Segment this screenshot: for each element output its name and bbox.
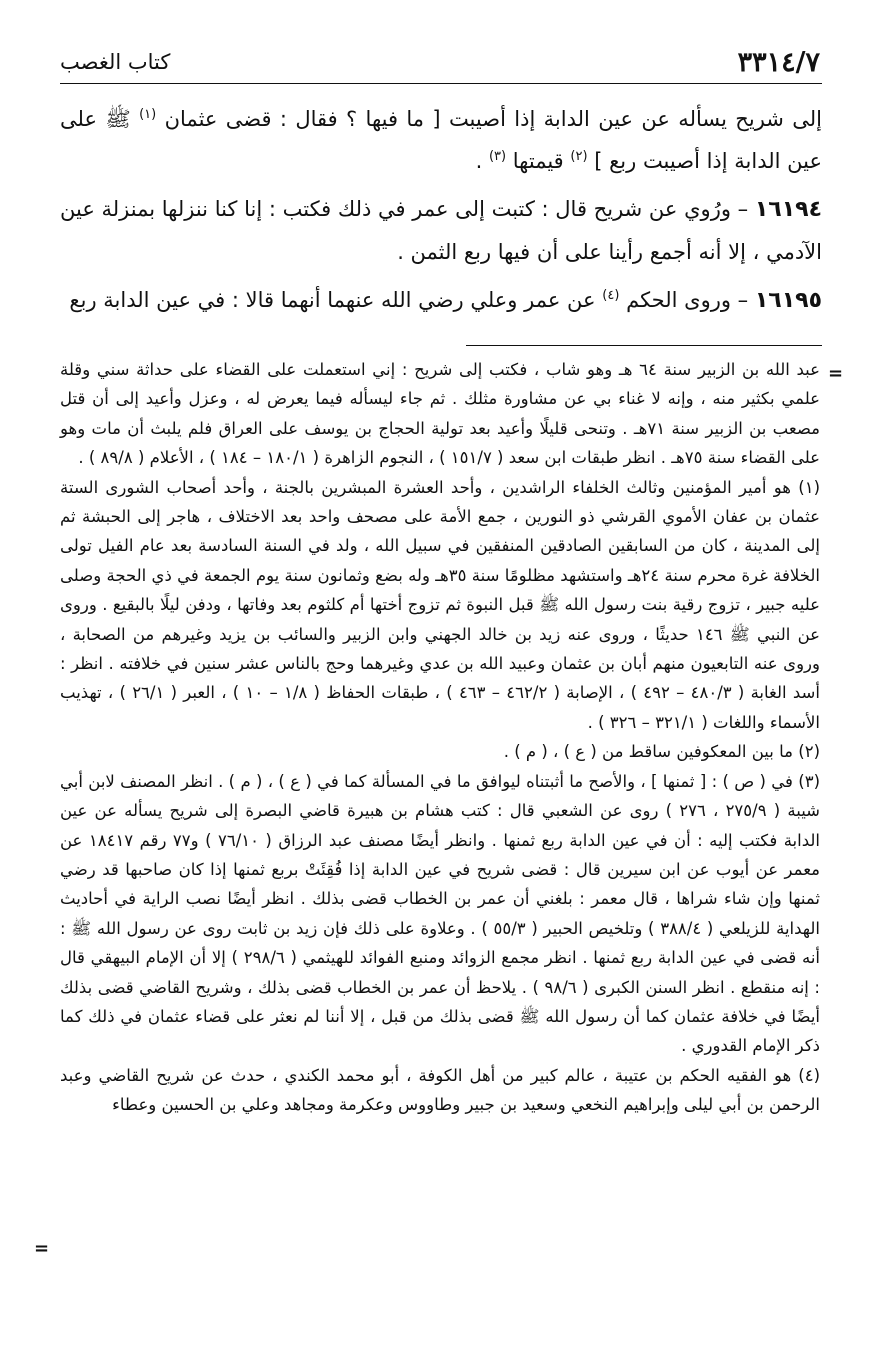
header-rule	[60, 83, 822, 84]
main-text	[60, 98, 822, 328]
footnote-separator	[466, 345, 822, 346]
footnote-continued: عبد الله بن الزبير سنة ٦٤ هـ وهو شاب ، فكتب إلى شريح : إني استعملت على القضاء على حداثة سني وقلة علمي بكثير منه ، وإنه لا غناء بي عن مشاورة مثلك . ثم جاء ليسأله فيما يعرض له ، وعزل وأعيد إلى أن قتل مصعب بن الزبير سنة ٧١هـ . وتنحى قليلًا وأعيد بعد تولية الحجاج بن يوسف على العراق فلم يلبث أن مات وهو على القضاء سنة ٧٥هـ . انظر طبقات ابن سعد ( ١٥١/٧ ) ، النجوم الزاهرة ( ١٨٠/١ – ١٨٤ ) ، الأعلام ( ٨٩/٨ ) .	[60, 360, 820, 468]
hadith-number: ١٦١٩٤	[754, 197, 822, 222]
paragraph-16194: ١٦١٩٤ – ورُوي عن شريح قال : كتبت إلى عمر في ذلك فكتب : إنا كنا ننزلها بمنزلة عين الآدمي ، إلا أنه أجمع رأينا على أن فيها ربع الثمن .	[60, 197, 822, 264]
footnote-ref-1: (١)	[139, 107, 157, 122]
footnote-ref-3: (٣)	[488, 149, 507, 164]
paragraph-intro: إلى شريح يسأله عن عين الدابة إذا أصيبت [ ما فيها ؟ فقال : قضى عثمان $^{(١)}$ ﷺ على عين الدابة إذا أصيبت ربع ] $^{(٢)}$ قيمتها $^{(٣)}$ .	[60, 107, 822, 173]
hadith-number: ١٦١٩٥	[754, 288, 822, 313]
footnote-ref-2: (٢)	[570, 149, 588, 164]
page-number: ٣٣١٤/٧	[737, 46, 820, 78]
footnote-3: (٣) في ( ص ) : [ ثمنها ] ، والأصح ما أثبتناه ليوافق ما في المسألة كما في ( ع ) ، ( م ) . انظر المصنف لابن أبي شيبة ( ٢٧٥/٩ ، ٢٧٦ ) روى عن الشعبي قال : كتب هشام بن هبيرة قاضي البصرة إلى شريح يسأله عن عين الدابة فكتب إليه : أن في عين الدابة ربع ثمنها . وانظر أيضًا مصنف عبد الرزاق ( ٧٦/١٠ ) و٧٧ رقم ١٨٤١٧ عن معمر عن أيوب عن ابن سيرين قال : قضى شريح في عين الدابة إذا فُقِئَتْ بربع ثمنها إذا كان صاحبها قد رضي ثمنها وإن شاء شراها ، قال معمر : بلغني أن عمر بن الخطاب قضى بذلك . انظر أيضًا نصب الراية في أحاديث الهداية للزيلعي ( ٣٨٨/٤ ) وتلخيص الحبير ( ٥٥/٣ ) . وعلاوة على ذلك فإن زيد بن ثابت روى عن رسول الله ﷺ : أنه قضى في عين الدابة ربع ثمنها . انظر مجمع الزوائد ومنبع الفوائد للهيثمي ( ٢٩٨/٦ ) إلا أن الإمام البيهقي قال : إنه منقطع . انظر السنن الكبرى ( ٩٨/٦ ) . يلاحظ أن عمر بن الخطاب قضى بذلك ، وشريح القاضي قضى بذلك أيضًا في خلافة عثمان كما أن رسول الله ﷺ قضى بذلك من قبل ، إلا أننا لم نعثر على قضاء عثمان في ذلك كما ذكر الإمام القدوري .	[60, 771, 821, 1056]
page-header	[60, 42, 820, 82]
footnotes	[60, 355, 820, 1120]
running-title: كتاب الغصب	[60, 50, 171, 74]
paragraph-16195: ١٦١٩٥ – وروى الحكم $^{(٤)}$ عن عمر وعلي رضي الله عنهما أنهما قالا : في عين الدابة ربع	[69, 288, 822, 313]
footnote-1: (١) هو أمير المؤمنين وثالث الخلفاء الراشدين ، وأحد العشرة المبشرين بالجنة ، وأحد أصحاب الشورى الستة عثمان بن عفان الأموي القرشي ذو النورين ، جمع الأمة على مصحف واحد بعد الاختلاف ، هاجر إلى الحبشة ثم إلى المدينة ، كان من السابقين الصادقين المنفقين في سبيل الله ، ولد في السنة السادسة بعد عام الفيل تولى الخلافة غرة محرم سنة ٢٤هـ واستشهد مظلومًا سنة ٣٥هـ وله بضع وثمانون سنة يوم الجمعة في ذي الحجة وصلى عليه جبير ، تزوج رقية بنت رسول الله ﷺ قبل النبوة ثم تزوج أختها أم كلثوم بعد وفاتها ، ودفن ليلًا بالبقيع . وروى عن النبي ﷺ ١٤٦ حديثًا ، وروى عنه زيد بن خالد الجهني وابن الزبير والسائب بن يزيد وغيرهم من الصحابة ، وروى عنه التابعيون منهم أبان بن عثمان وعبيد الله بن عدي وغيرهما وحج بالناس عشر سنين في خلافته . انظر : أسد الغابة ( ٤٨٠/٣ – ٤٩٢ ) ، الإصابة ( ٤٦٢/٢ – ٤٦٣ ) ، طبقات الحفاظ ( ١/٨ – ١٠ ) ، العبر ( ٢٦/١ ) ، تهذيب الأسماء واللغات ( ٣٢١/١ – ٣٢٦ ) .	[60, 477, 820, 732]
footnote-2: (٢) ما بين المعكوفين ساقط من ( ع ) ، ( م ) .	[503, 742, 820, 762]
continuation-mark-bottom: =	[34, 1238, 50, 1259]
footnote-4: (٤) هو الفقيه الحكم بن عتيبة ، عالم كبير من أهل الكوفة ، أبو محمد الكندي ، حدث عن شريح القاضي وعبد الرحمن بن أبي ليلى وإبراهيم النخعي وسعيد بن جبير وطاووس وعكرمة ومجاهد وعلي بن الحسين وعطاء	[60, 1065, 820, 1115]
continuation-mark-top: =	[828, 363, 844, 384]
footnote-ref-4: (٤)	[602, 288, 620, 303]
